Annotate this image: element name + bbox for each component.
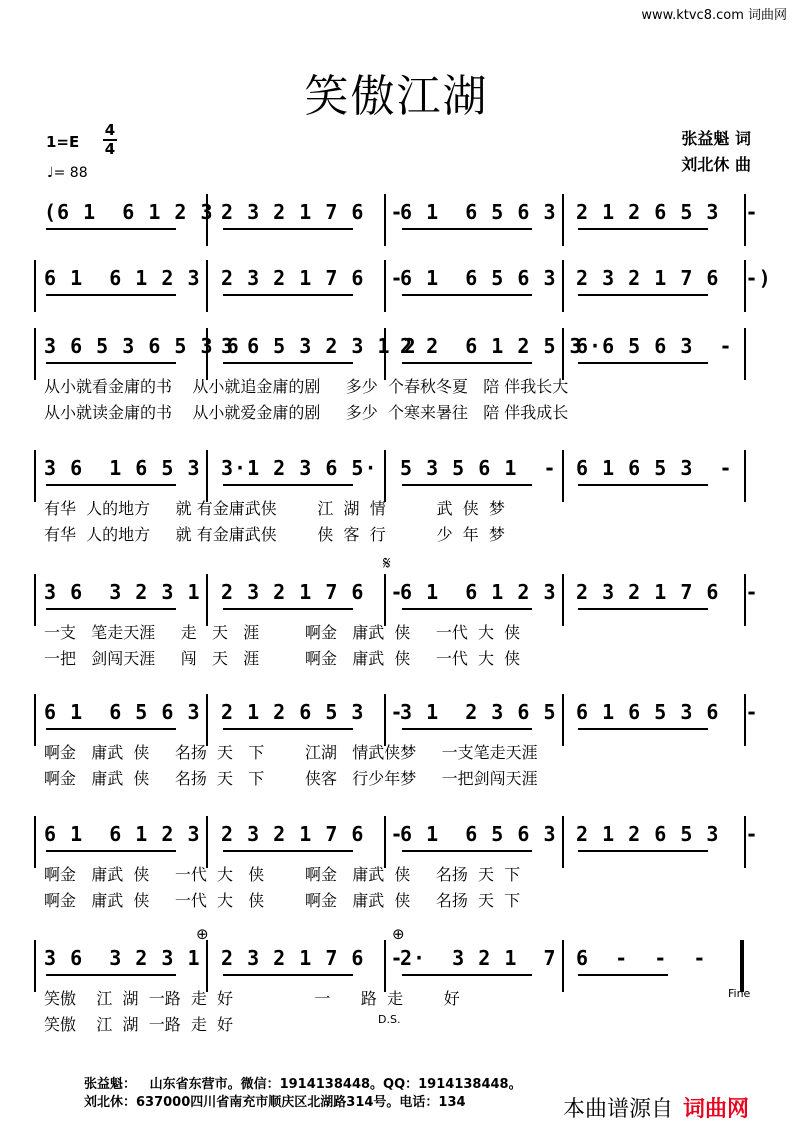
lyric-line: 一支 笔走天涯 走 天 涯 啊金 庸武 侠 一代 大 侠 — [44, 623, 521, 642]
barline — [206, 940, 208, 992]
measure-notes: 2 1 2 6 5 3 - — [576, 200, 759, 224]
footer-lyricist-contact: 张益魁： 山东省东营市。微信：1914138448。QQ：1914138448。 — [84, 1077, 522, 1092]
measure-notes: 6 1 6 1 2 3 — [400, 580, 557, 604]
measure-notes: 6 1 6 5 6 3 — [400, 266, 557, 290]
measure-notes: 6 1 6 5 6 3 — [44, 700, 201, 724]
barline — [206, 260, 208, 312]
barline — [34, 260, 36, 312]
beam-underline — [402, 728, 532, 730]
barline — [206, 816, 208, 868]
measure-notes: 6 - - - — [576, 946, 707, 970]
barline — [34, 328, 36, 380]
barline — [562, 450, 564, 502]
score-row — [34, 822, 759, 862]
measure-notes: 6 1 6 5 6 3 — [400, 200, 557, 224]
measure-notes: 2 3 2 1 7 6 - — [221, 580, 404, 604]
measure-notes: 2 3 2 1 7 6 - — [221, 946, 404, 970]
score-row — [34, 946, 754, 986]
measure-notes: 3 6 3 2 3 1 — [44, 946, 201, 970]
score-row — [34, 700, 759, 740]
measure-notes: 2 2 6 1 2 5 3 — [400, 334, 583, 358]
beam-underline — [46, 484, 176, 486]
beam-underline — [46, 974, 176, 976]
beam-underline — [578, 362, 708, 364]
lyric-line: 啊金 庸武 侠 一代 大 侠 啊金 庸武 侠 名扬 天 下 — [44, 891, 521, 910]
measure-notes: 6 1 6 5 6 3 — [400, 822, 557, 846]
measure-notes: 2 1 2 6 5 3 - — [576, 822, 759, 846]
measure-notes: 3 1 2 3 6 5 — [400, 700, 557, 724]
song-title: 笑傲江湖 — [304, 71, 489, 122]
barline — [562, 260, 564, 312]
barline — [384, 450, 386, 502]
barline — [740, 940, 744, 992]
time-signature: 4 4 — [104, 121, 116, 158]
barline — [34, 940, 36, 992]
beam-underline — [402, 974, 532, 976]
lyric-line: 啊金 庸武 侠 名扬 天 下 江湖 情武侠梦 一支笔走天涯 — [44, 743, 538, 762]
barline — [206, 574, 208, 626]
beam-underline — [46, 850, 176, 852]
barline — [206, 450, 208, 502]
beam-underline — [402, 294, 532, 296]
lyric-line: 从小就读金庸的书 从小就爱金庸的剧 多少 个寒来暑往 陪 伴我成长 — [44, 403, 569, 422]
barline — [744, 450, 746, 502]
measure-notes: 6 1 6 5 3 6 - — [576, 700, 759, 724]
beam-underline — [578, 974, 668, 976]
measure-notes: 2 3 2 1 7 6 - — [221, 200, 404, 224]
footer-composer-contact: 刘北休：637000四川省南充市顺庆区北湖路314号。电话：134 — [84, 1095, 466, 1110]
score-row — [34, 456, 754, 496]
lyric-line: 有华 人的地方 就 有金庸武侠 侠 客 行 少 年 梦 — [44, 525, 505, 544]
beam-underline — [223, 608, 353, 610]
score-row — [34, 266, 772, 306]
source-brand: 本曲谱源自 词曲网 — [563, 1097, 750, 1122]
beam-underline — [223, 728, 353, 730]
beam-underline — [223, 228, 353, 230]
measure-notes: 2 3 2 1 7 6 - — [576, 580, 759, 604]
beam-underline — [46, 728, 176, 730]
measure-notes: 6 1 6 5 3 - — [576, 456, 733, 480]
beam-underline — [402, 850, 532, 852]
measure-notes: 3 6 1 6 5 3 — [44, 456, 201, 480]
beam-underline — [223, 974, 353, 976]
lyricist-credit: 张益魁 词 — [681, 129, 751, 148]
barline — [562, 194, 564, 246]
measure-notes: 2· 3 2 1 7 — [400, 946, 557, 970]
measure-notes: 6·6 5 6 3 - — [576, 334, 733, 358]
beam-underline — [223, 484, 353, 486]
measure-notes: 6 1 6 1 2 3 — [44, 822, 201, 846]
coda-mark: ⊕ — [196, 925, 209, 943]
composer-credit: 刘北休 曲 — [681, 155, 751, 174]
measure-notes: 3 6 5 3 6 5 3 6 — [44, 334, 240, 358]
beam-underline — [46, 608, 176, 610]
beam-underline — [578, 294, 708, 296]
beam-underline — [402, 608, 532, 610]
beam-underline — [578, 728, 708, 730]
fine-mark: Fine — [728, 987, 751, 1000]
beam-underline — [46, 294, 176, 296]
barline — [562, 816, 564, 868]
lyric-line: 笑傲 江 湖 一路 走 好 一 路 走 好 — [44, 989, 460, 1008]
beam-underline — [223, 850, 353, 852]
site-watermark: www.ktvc8.com 词曲网 — [641, 8, 787, 23]
measure-notes: 3 6 3 2 3 1 — [44, 580, 201, 604]
barline — [34, 694, 36, 746]
beam-underline — [578, 850, 708, 852]
beam-underline — [223, 294, 353, 296]
lyric-line: 一把 剑闯天涯 闯 天 涯 啊金 庸武 侠 一代 大 侠 — [44, 649, 521, 668]
key-signature: 1=E — [46, 133, 80, 151]
measure-notes: 2 3 2 1 7 6 - — [221, 822, 404, 846]
beam-underline — [578, 484, 708, 486]
measure-notes: (6 1 6 1 2 3 — [44, 200, 214, 224]
barline — [206, 694, 208, 746]
lyric-line: 从小就看金庸的书 从小就追金庸的剧 多少 个春秋冬夏 陪 伴我长大 — [44, 377, 569, 396]
measure-notes: 2 3 2 1 7 6 -) — [576, 266, 772, 290]
barline — [744, 328, 746, 380]
score-row — [34, 580, 759, 620]
beam-underline — [46, 228, 176, 230]
measure-notes: 3·1 2 3 6 5· — [221, 456, 378, 480]
beam-underline — [578, 228, 708, 230]
score-row — [34, 334, 754, 374]
coda-mark-2: ⊕ — [392, 925, 405, 943]
segno-mark: 𝄋 — [383, 553, 391, 574]
beam-underline — [223, 362, 353, 364]
brand-logo-text: 词曲网 — [683, 1097, 750, 1122]
measure-notes: 2 3 2 1 7 6 - — [221, 266, 404, 290]
beam-underline — [578, 608, 708, 610]
barline — [34, 816, 36, 868]
barline — [562, 694, 564, 746]
measure-notes: 5 3 5 6 1 - — [400, 456, 557, 480]
score-row — [34, 200, 759, 240]
beam-underline — [402, 362, 532, 364]
lyric-line: 笑傲 江 湖 一路 走 好 — [44, 1015, 234, 1034]
lyric-line: 啊金 庸武 侠 一代 大 侠 啊金 庸武 侠 名扬 天 下 — [44, 865, 521, 884]
beam-underline — [46, 362, 176, 364]
measure-notes: 6 1 6 1 2 3 — [44, 266, 201, 290]
barline — [562, 574, 564, 626]
beam-underline — [402, 484, 532, 486]
tempo-marking: ♩= 88 — [47, 165, 88, 181]
lyric-line: 有华 人的地方 就 有金庸武侠 江 湖 情 武 侠 梦 — [44, 499, 505, 518]
barline — [34, 574, 36, 626]
barline — [562, 940, 564, 992]
ds-mark: D.S. — [378, 1013, 401, 1026]
lyric-line: 啊金 庸武 侠 名扬 天 下 侠客 行少年梦 一把剑闯天涯 — [44, 769, 538, 788]
barline — [34, 450, 36, 502]
measure-notes: 2 1 2 6 5 3 - — [221, 700, 404, 724]
measure-notes: 3 6 5 3 2 3 1 2 — [221, 334, 417, 358]
beam-underline — [402, 228, 532, 230]
